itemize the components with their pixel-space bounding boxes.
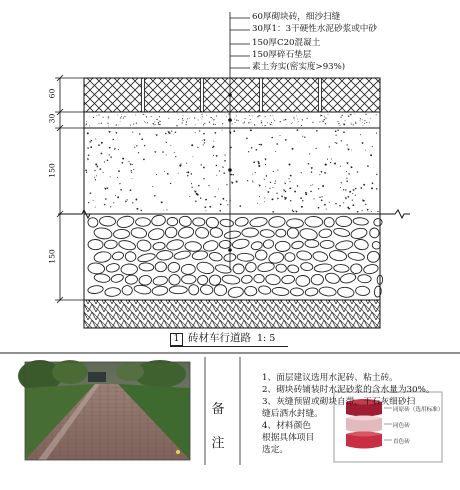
compacted-soil-layer (84, 300, 380, 328)
note-3-cont: 缝后洒水封缝。 (262, 409, 323, 419)
note-3: 3、灰缝预留或砌块自带，干石灰细砂扫 (262, 397, 416, 407)
legend-label-same-color: 同色砖 (393, 423, 410, 429)
brick-layer (84, 78, 380, 112)
legend-label-original: 同原砖（选用标准） (393, 407, 444, 413)
dimension-brick: 60 (47, 88, 57, 99)
callout-brick: 60厚砌块砖，细沙扫缝 (252, 12, 341, 22)
pavement-photo (18, 360, 190, 460)
callout-mortar: 30厚1：3干硬性水泥砂浆或中砂 (252, 24, 377, 34)
note-4: 4、材料颜色 (262, 421, 311, 431)
note-1: 1、面层建议选用水泥砖、粘土砖。 (262, 373, 398, 383)
note-4-cont-2: 选定。 (262, 445, 289, 455)
drawing-title-text: 砖材车行道路 (188, 332, 251, 344)
callout-soil: 素土夯实(密实度>93%) (252, 62, 346, 72)
title-underline (170, 346, 288, 347)
callout-gravel: 150厚碎石垫层 (252, 50, 312, 60)
dimension-mortar: 30 (47, 113, 57, 124)
dimension-chain (55, 75, 84, 303)
concrete-layer (84, 128, 380, 214)
section-drawing (55, 12, 410, 328)
legend-label-straight-color: 直色砖 (393, 439, 410, 445)
callout-concrete: 150厚C20混凝土 (252, 38, 321, 48)
drawing-number: 1 (170, 333, 183, 346)
dimension-gravel: 150 (47, 249, 57, 264)
notes-heading-2: 注 (211, 436, 225, 451)
notes-heading-1: 备 (211, 402, 225, 417)
note-4-cont-1: 根据具体项目 (262, 433, 315, 443)
mortar-layer (84, 112, 380, 128)
dimension-concrete: 150 (47, 163, 57, 178)
drawing-title (170, 330, 275, 346)
note-2: 2、砌块砖铺装时水泥砂浆的含水量为30%。 (262, 385, 435, 395)
drawing-scale: 1: 5 (257, 333, 276, 344)
